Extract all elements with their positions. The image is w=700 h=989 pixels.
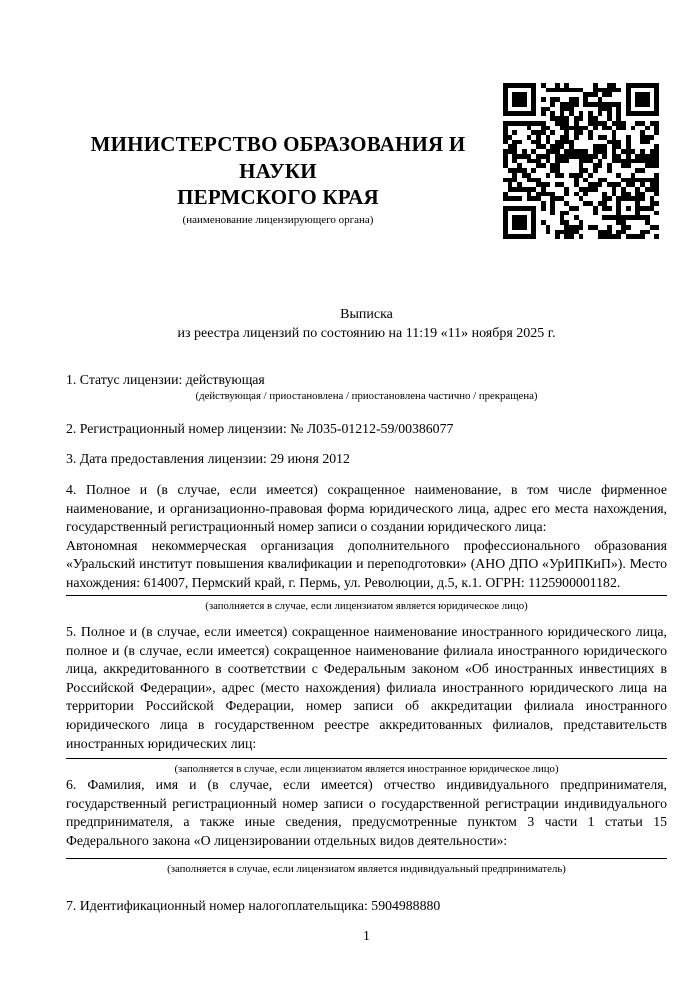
ministry-header	[66, 131, 490, 227]
entrepreneur-rule	[66, 858, 667, 859]
entrepreneur-caption: (заполняется в случае, если лицензиатом является индивидуальный предприниматель)	[167, 863, 566, 876]
ministry-name-line2: ПЕРМСКОГО КРАЯ	[177, 185, 379, 209]
document-title-block	[66, 306, 667, 343]
entrepreneur-section	[66, 776, 667, 876]
legal-entity-section	[66, 481, 667, 613]
foreign-entity-rule	[66, 758, 667, 759]
legal-entity-caption: (заполняется в случае, если лицензиатом является юридическое лицо)	[205, 599, 528, 612]
document-title: Выписка	[340, 307, 393, 322]
ministry-name-caption: (наименование лицензирующего органа)	[182, 213, 374, 226]
legal-entity-rule	[66, 595, 667, 596]
page-number: 1	[363, 928, 370, 943]
legal-entity-label: 4. Полное и (в случае, если имеется) сокращенное наименование, в том числе фирменное наименование, и организационно-правовая форма юридического лица, адрес его места нахождения, государственный регистрационный номер записи о создании юридического лица:	[66, 482, 667, 535]
ministry-name-line1: МИНИСТЕРСТВО ОБРАЗОВАНИЯ И НАУКИ	[90, 132, 466, 183]
document-subtitle: из реестра лицензий по состоянию на 11:19 «11» ноября 2025 г.	[177, 325, 556, 341]
foreign-entity-label: 5. Полное и (в случае, если имеется) сокращенное наименование иностранного юридического лица, полное и (в случае, если имеется) сокращенное наименование филиала иностранного юридического лица, аккредитованного в соответствии с Федеральным законом «Об иностранных инвестициях в Российской Федерации», адрес (место нахождения) филиала иностранного юридического лица на территории Российской Федерации, номер записи об аккредитации филиала иностранного юридического лица в государственном реестре аккредитованных филиалов, представительств иностранных юридических лиц:	[66, 624, 667, 751]
legal-entity-value: Автономная некоммерческая организация дополнительного профессионального образования «Уральский институт повышения квалификации и переподготовки» (АНО ДПО «УрИПКиП»). Место нахождения: 614007, Пермский край, г. Пермь, ул. Революции, д.5, к.1. ОГРН: 1125900001182.	[66, 537, 667, 590]
entrepreneur-label: 6. Фамилия, имя и (в случае, если имеется) отчество индивидуального предпринимателя, государственный регистрационный номер записи о государственной регистрации индивидуального предпринимателя, а также иные сведения, предусмотренные пунктом 3 части 1 статьи 15 Федерального закона «О лицензировании отдельных видов деятельности»:	[66, 777, 667, 848]
license-date-line: 3. Дата предоставления лицензии: 29 июня 2012	[66, 451, 350, 466]
license-status-line: 1. Статус лицензии: действующая	[66, 372, 265, 387]
qr-code-icon	[503, 83, 659, 239]
license-status-options-caption: (действующая / приостановлена / приостановлена частично / прекращена)	[195, 390, 538, 402]
registration-number-line: 2. Регистрационный номер лицензии: № Л035-01212-59/00386077	[66, 421, 454, 436]
taxpayer-id-line: 7. Идентификационный номер налогоплательщика: 5904988880	[66, 898, 441, 913]
foreign-entity-caption: (заполняется в случае, если лицензиатом является иностранное юридическое лицо)	[174, 763, 559, 776]
foreign-entity-section	[66, 623, 667, 776]
